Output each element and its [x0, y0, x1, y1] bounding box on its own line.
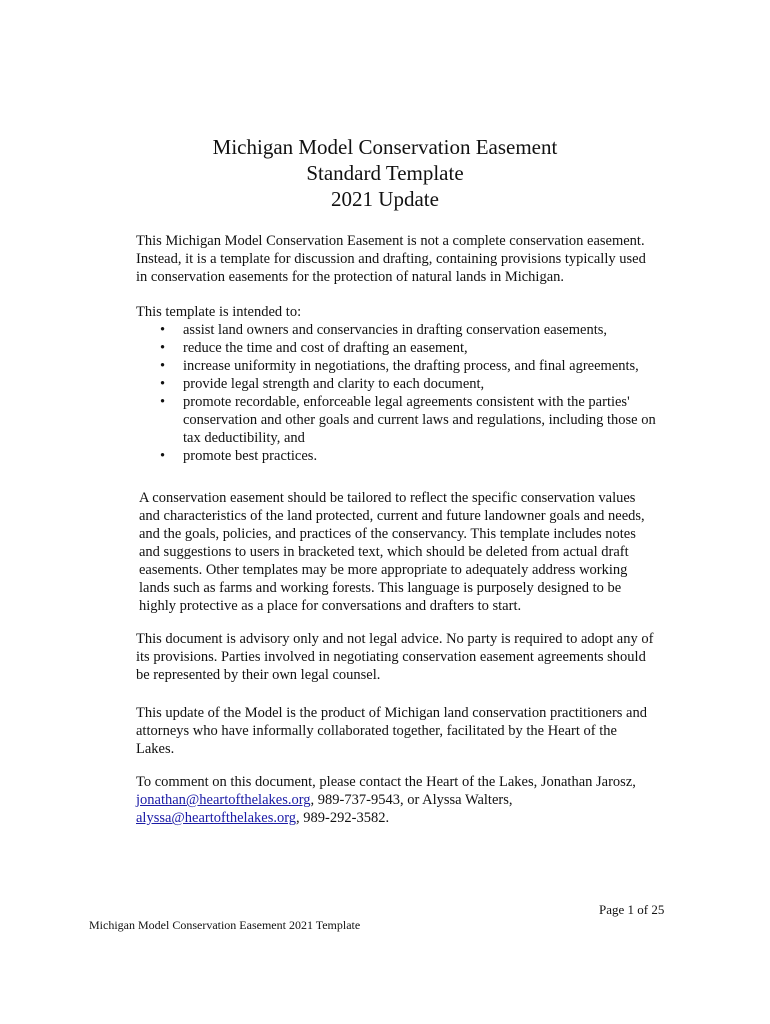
list-item [136, 357, 696, 375]
tailoring-line-6: lands such as farms and working forests. This language is purposely designed to be [139, 580, 622, 596]
title-line-2: Standard Template [306, 161, 464, 185]
bullet-icon: • [160, 394, 166, 410]
list-item [136, 393, 696, 447]
tailoring-line-7: highly protective as a place for conversations and drafters to start. [139, 598, 522, 614]
list-item [136, 447, 696, 465]
contact-line-1: To comment on this document, please contact the Heart of the Lakes, Jonathan Jarosz, [136, 774, 636, 790]
bullet-icon: • [160, 448, 166, 464]
title-line-3: 2021 Update [331, 187, 439, 211]
tailoring-line-4: and suggestions to users in bracketed text, which should be deleted from actual draft [139, 544, 629, 560]
advisory-line-2: its provisions. Parties involved in negotiating conservation easement agreements should [136, 649, 646, 665]
bullet-icon: • [160, 376, 166, 392]
list-item [136, 375, 696, 393]
contact-paragraph [136, 773, 681, 827]
list-item-text-line-2: conservation and other goals and current laws and regulations, including those on [183, 412, 656, 428]
list-item [136, 321, 696, 339]
advisory-paragraph [136, 630, 681, 684]
bullet-icon: • [160, 358, 166, 374]
intro-paragraph [136, 232, 696, 286]
update-paragraph [136, 704, 681, 758]
contact-phone-2: , 989-292-3582. [296, 810, 390, 826]
bullet-icon: • [160, 322, 166, 338]
email-link-alyssa[interactable]: alyssa@heartofthelakes.org [136, 810, 297, 826]
advisory-line-1: This document is advisory only and not legal advice. No party is required to adopt any of [136, 631, 654, 647]
intro-line-2: Instead, it is a template for discussion and drafting, containing provisions typically used [136, 251, 646, 267]
purpose-lead: This template is intended to: [136, 304, 302, 320]
tailoring-line-5: easements. Other templates may be more appropriate to adequately address working [139, 562, 628, 578]
list-item-text: increase uniformity in negotiations, the drafting process, and final agreements, [183, 358, 639, 374]
contact-phone-1: , 989-737-9543, or Alyssa Walters, [310, 792, 513, 808]
list-item-text: assist land owners and conservancies in drafting conservation easements, [183, 322, 607, 338]
list-item-text: promote best practices. [183, 448, 318, 464]
list-item-text: provide legal strength and clarity to each document, [183, 376, 485, 392]
tailoring-line-3: and the goals, policies, and practices of the conservancy. This template includes notes [139, 526, 636, 542]
intro-line-3: in conservation easements for the protection of natural lands in Michigan. [136, 269, 565, 285]
page-footer: Michigan Model Conservation Easement 2021 Template [89, 918, 361, 932]
advisory-line-3: be represented by their own legal counsel. [136, 667, 381, 683]
update-line-3: Lakes. [136, 741, 175, 757]
purpose-list [136, 321, 696, 465]
tailoring-line-2: and characteristics of the land protected, current and future landowner goals and needs, [139, 508, 645, 524]
list-item [136, 339, 696, 357]
document-title [0, 134, 770, 212]
list-item-text-line-1: promote recordable, enforceable legal agreements consistent with the parties' [183, 394, 630, 410]
tailoring-paragraph [139, 489, 684, 615]
page-number: Page 1 of 25 [599, 902, 665, 917]
update-line-2: attorneys who have informally collaborated together, facilitated by the Heart of the [136, 723, 617, 739]
intro-line-1: This Michigan Model Conservation Easement is not a complete conservation easement. [136, 233, 645, 249]
title-line-1: Michigan Model Conservation Easement [212, 135, 558, 159]
update-line-1: This update of the Model is the product of Michigan land conservation practitioners and [136, 705, 647, 721]
tailoring-line-1: A conservation easement should be tailored to reflect the specific conservation values [139, 490, 636, 506]
email-link-jonathan[interactable]: jonathan@heartofthelakes.org [136, 792, 311, 808]
list-item-text: reduce the time and cost of drafting an easement, [183, 340, 468, 356]
bullet-icon: • [160, 340, 166, 356]
list-item-text-line-3: tax deductibility, and [183, 430, 305, 446]
